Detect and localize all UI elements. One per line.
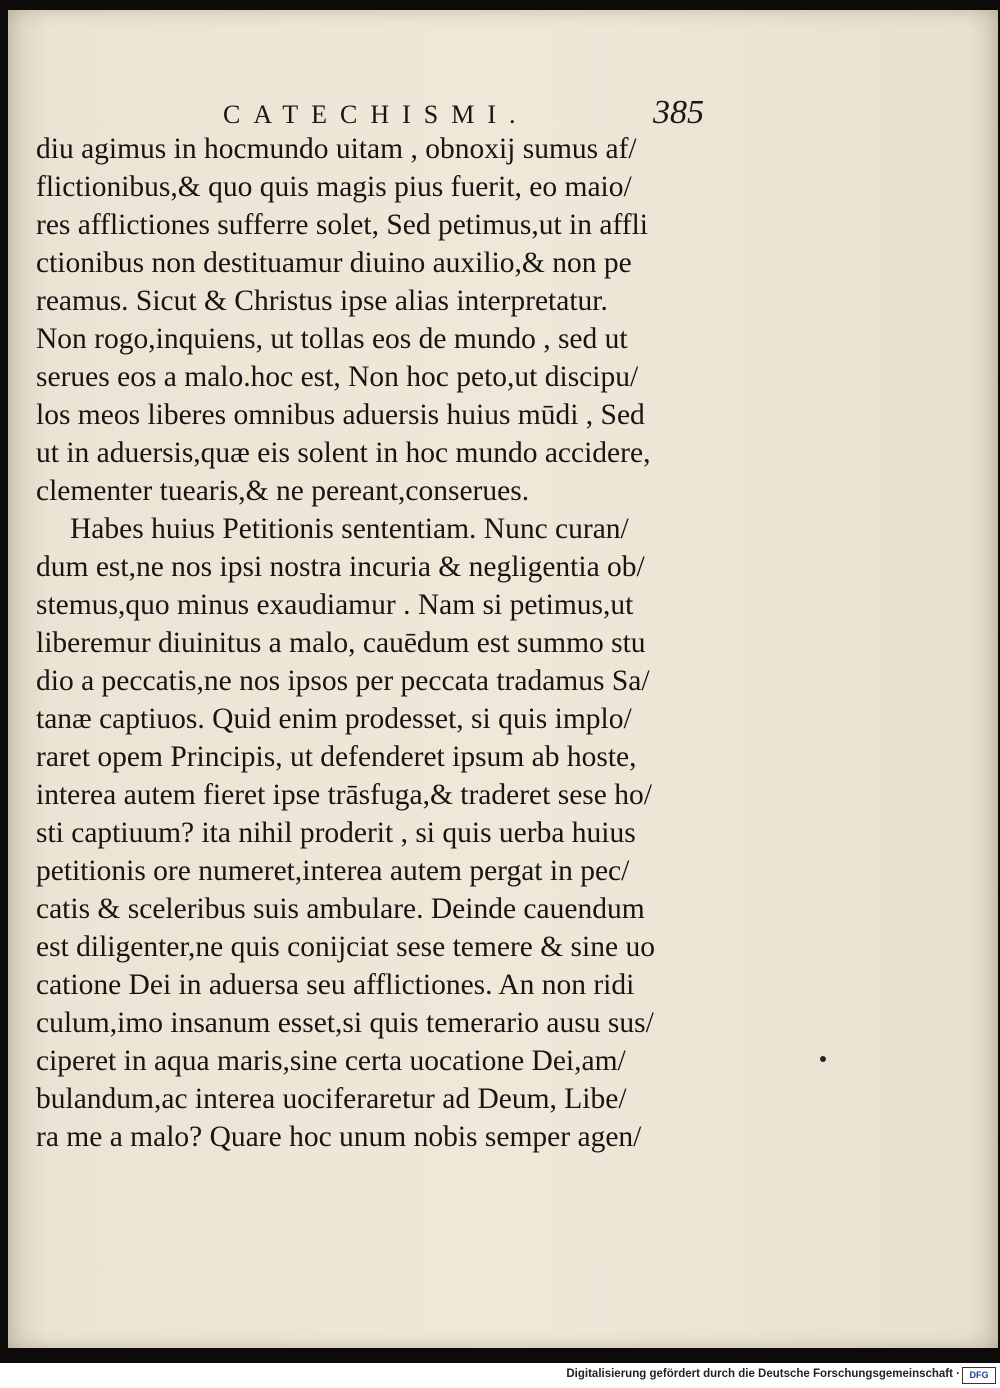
digitization-credit: Digitalisierung gefördert durch die Deutsche Forschungsgemeinschaft · <box>566 1368 960 1380</box>
text-line: ut in aduersis,quæ eis solent in hoc mundo accidere, <box>36 437 651 469</box>
text-line: diu agimus in hocmundo uitam , obnoxij sumus af/ <box>36 133 637 165</box>
text-line: res afflictiones sufferre solet, Sed petimus,ut in affli <box>36 209 648 241</box>
dfg-logo: DFG <box>962 1367 996 1384</box>
text-line: ra me a malo? Quare hoc unum nobis semper agen/ <box>36 1121 642 1153</box>
page-number: 385 <box>653 94 704 131</box>
footer-bar <box>0 1363 1000 1388</box>
text-line: ciperet in aqua maris,sine certa uocatione Dei,am/ <box>36 1045 626 1077</box>
text-line: flictionibus,& quo quis magis pius fuerit, eo maio/ <box>36 171 632 203</box>
text-line: clementer tuearis,& ne pereant,conserues. <box>36 475 530 507</box>
text-line: liberemur diuinitus a malo, cauēdum est summo stu <box>36 627 646 659</box>
text-line: dum est,ne nos ipsi nostra incuria & negligentia ob/ <box>36 551 645 583</box>
text-line: interea autem fieret ipse trāsfuga,& traderet sese ho/ <box>36 779 652 811</box>
text-line: culum,imo insanum esset,si quis temerario ausu sus/ <box>36 1007 654 1039</box>
text-line: catione Dei in aduersa seu afflictiones. An non ridi <box>36 969 635 1001</box>
text-line: sti captiuum? ita nihil proderit , si quis uerba huius <box>36 817 636 849</box>
text-line: bulandum,ac interea uociferaretur ad Deum, Libe/ <box>36 1083 627 1115</box>
text-line: est diligenter,ne quis conijciat sese temere & sine uo <box>36 931 655 963</box>
text-line: serues eos a malo.hoc est, Non hoc peto,ut discipu/ <box>36 361 639 393</box>
text-line: los meos liberes omnibus aduersis huius mūdi , Sed <box>36 399 645 431</box>
text-line: raret opem Principis, ut defenderet ipsum ab hoste, <box>36 741 637 773</box>
body-text <box>36 130 716 1156</box>
running-title: CATECHISMI. <box>223 100 529 129</box>
text-line: dio a peccatis,ne nos ipsos per peccata tradamus Sa/ <box>36 665 650 697</box>
text-line: stemus,quo minus exaudiamur . Nam si petimus,ut <box>36 589 634 621</box>
text-line: reamus. Sicut & Christus ipse alias interpretatur. <box>36 285 608 317</box>
ink-speck <box>820 1056 826 1062</box>
text-line: petitionis ore numeret,interea autem pergat in pec/ <box>36 855 630 887</box>
text-line: Habes huius Petitionis sententiam. Nunc curan/ <box>70 513 629 545</box>
text-line: catis & sceleribus suis ambulare. Deinde cauendum <box>36 893 645 925</box>
text-line: Non rogo,inquiens, ut tollas eos de mundo , sed ut <box>36 323 628 355</box>
text-line: ctionibus non destituamur diuino auxilio,& non pe <box>36 247 632 279</box>
text-line: tanæ captiuos. Quid enim prodesset, si quis implo/ <box>36 703 632 735</box>
book-page <box>8 10 998 1348</box>
